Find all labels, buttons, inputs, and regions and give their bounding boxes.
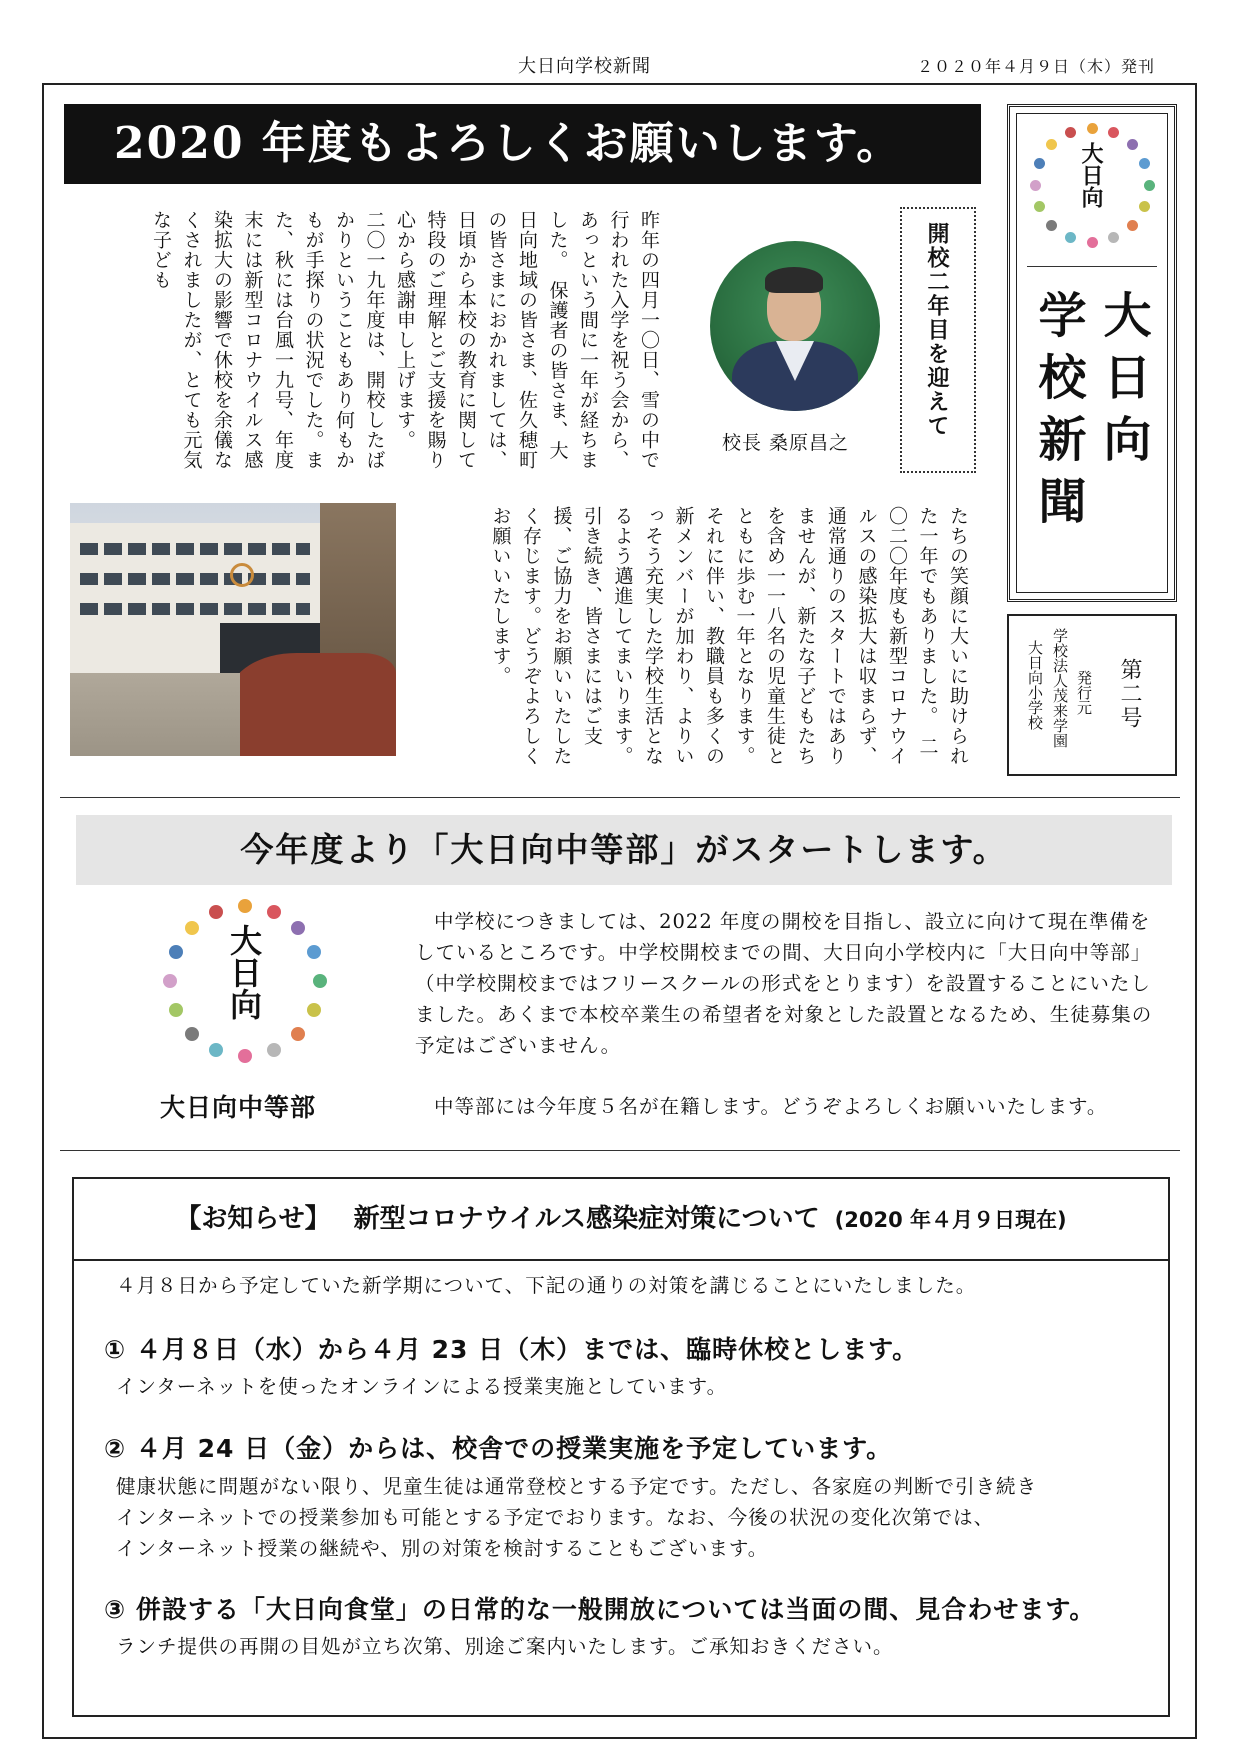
logo-dot: [307, 945, 321, 959]
main-headline: 2020 年度もよろしくお願いします。: [64, 104, 981, 184]
logo-text: 大日向: [1078, 142, 1103, 208]
notice-item-2-line-1: 健康状態に問題がない限り、児童生徒は通常登校とする予定です。ただし、各家庭の判断で引き続き: [116, 1475, 1037, 1498]
notice-item-3-line-1: ランチ提供の再開の目処が立ち次第、別途ご案内いたします。ご承知おきください。: [116, 1635, 894, 1658]
middle-school-logo: [160, 896, 330, 1066]
publisher-label: 発行元: [1075, 670, 1093, 715]
building-windows-row2: [80, 573, 310, 585]
logo-dot: [209, 905, 223, 919]
notice-heading: [72, 1177, 1170, 1261]
logo-dot: [1127, 139, 1138, 150]
logo-dot: [1034, 201, 1045, 212]
photo-hair: [765, 267, 823, 293]
section-divider-1: [60, 797, 1180, 798]
logo-dot: [267, 905, 281, 919]
logo-dot: [169, 1003, 183, 1017]
notice-item-3-title: ③ 併設する「大日向食堂」の日常的な一般開放については当面の間、見合わせます。: [104, 1595, 1096, 1624]
section-divider-2: [60, 1150, 1180, 1151]
masthead-divider: [1027, 266, 1157, 267]
notice-item-1-line-1: インターネットを使ったオンラインによる授業実施としています。: [116, 1375, 728, 1398]
masthead-title-col1: 大日向: [1095, 290, 1151, 476]
issue-date: ２０２０年４月９日（木）発刊: [917, 57, 1156, 76]
notice-heading-date: (2020 年４月９日現在): [834, 1208, 1067, 1232]
subheading: 開校二年目を迎えて: [924, 222, 950, 438]
logo-dot: [163, 974, 177, 988]
logo-dot: [1065, 127, 1076, 138]
paved-path: [70, 673, 240, 756]
middle-logo-caption: 大日向中等部: [160, 1093, 317, 1122]
greeting-article-lower: たちの笑顔に大いに助けられた一年でもありました。 二〇二〇年度も新型コロナウイルスの感染拡大は収まらず、通常通りのスタートではありませんが、新たな子どもたちを含め一一八名の児童生徒とともに歩む一年となります。それに伴い、教職員も多くの新メンバーが加わり、よりいっそう充実した学校生活となるよう邁進してまいります。引き続き、皆さまにはご支援、ご協力をお願いいたしたく存じます。どうぞよろしくお願いいたします。: [489, 506, 969, 766]
building-windows-row3: [80, 603, 310, 615]
photo-caption: 校長 桑原昌之: [722, 432, 850, 454]
logo-dot: [1087, 237, 1098, 248]
logo-dot: [1087, 123, 1098, 134]
logo-dot: [1030, 180, 1041, 191]
school-building-photo: [70, 503, 396, 756]
building-windows-row1: [80, 543, 310, 555]
logo-dot: [1046, 220, 1057, 231]
logo-dot: [209, 1043, 223, 1057]
building-emblem: [230, 563, 254, 587]
logo-dot: [313, 974, 327, 988]
middle-school-heading: 今年度より「大日向中等部」がスタートします。: [76, 815, 1172, 885]
logo-dot: [1046, 139, 1057, 150]
logo-dot: [291, 1027, 305, 1041]
notice-item-2-line-3: インターネット授業の継続や、別の対策を検討することもございます。: [116, 1537, 769, 1560]
hedge: [230, 653, 396, 756]
greeting-article-upper: 昨年の四月一〇日、雪の中で行われた入学を祝う会から、あっという間に一年が経ちました。 保護者の皆さま、大日向地域の皆さま、佐久穂町の皆さまにおかれましては、日頃から本校の教育に関して特段のご理解とご支援を賜り心から感謝申し上げます。 二〇一九年度は、開校したばかりということもあり何もかもが手探りの状況でした。また、秋には台風一九号、年度末には新型コロナウイルス感染拡大の影響で休校を余儀なくされましたが、とても元気な子ども: [150, 210, 660, 470]
publisher-school: 大日向小学校: [1026, 640, 1044, 730]
logo-dot: [185, 1027, 199, 1041]
logo-dot: [1139, 201, 1150, 212]
publisher-org: 学校法人茂来学園: [1051, 628, 1069, 748]
logo-dot: [267, 1043, 281, 1057]
logo-dot: [1139, 158, 1150, 169]
logo-dot: [1108, 232, 1119, 243]
logo-dot: [238, 1049, 252, 1063]
notice-intro: ４月８日から予定していた新学期について、下記の通りの対策を講じることにいたしました。: [116, 1274, 977, 1297]
newspaper-name: 大日向学校新聞: [518, 56, 651, 77]
notice-item-2-title: ② ４月 24 日（金）からは、校舎での授業実施を予定しています。: [104, 1434, 893, 1463]
middle-school-paragraph-1: 中学校につきましては、2022 年度の開校を目指し、設立に向けて現在準備をしているところです。中学校開校までの間、大日向小学校内に「大日向中等部」（中学校開校まではフリースクールの形式をとります）を設置することにいたしました。あくまで本校卒業生の希望者を対象とした設置となるため、生徒募集の予定はございません。: [415, 910, 1153, 1057]
middle-logo-text: 大日向: [225, 924, 263, 1020]
logo-dot: [238, 899, 252, 913]
logo-dot: [1065, 232, 1076, 243]
logo-dot: [169, 945, 183, 959]
notice-item-1-title: ① ４月８日（水）から４月 23 日（木）までは、臨時休校とします。: [104, 1335, 919, 1364]
logo-dot: [1034, 158, 1045, 169]
logo-dot: [307, 1003, 321, 1017]
notice-heading-title: 新型コロナウイルス感染症対策について: [353, 1204, 820, 1234]
logo-dot: [1144, 180, 1155, 191]
notice-heading-prefix: 【お知らせ】: [175, 1204, 331, 1234]
logo-dot: [291, 921, 305, 935]
logo-dot: [1108, 127, 1119, 138]
logo-dot: [1127, 220, 1138, 231]
masthead-title-col2: 学校新聞: [1030, 290, 1086, 538]
logo-dot: [185, 921, 199, 935]
school-logo: [1027, 120, 1157, 250]
issue-number: 第二号: [1117, 658, 1142, 730]
notice-item-2-line-2: インターネットでの授業参加も可能とする予定でおります。なお、今後の状況の変化次第では、: [116, 1506, 995, 1529]
middle-school-paragraph-2: 中等部には今年度５名が在籍します。どうぞよろしくお願いいたします。: [434, 1095, 1108, 1118]
principal-photo: [710, 241, 880, 411]
